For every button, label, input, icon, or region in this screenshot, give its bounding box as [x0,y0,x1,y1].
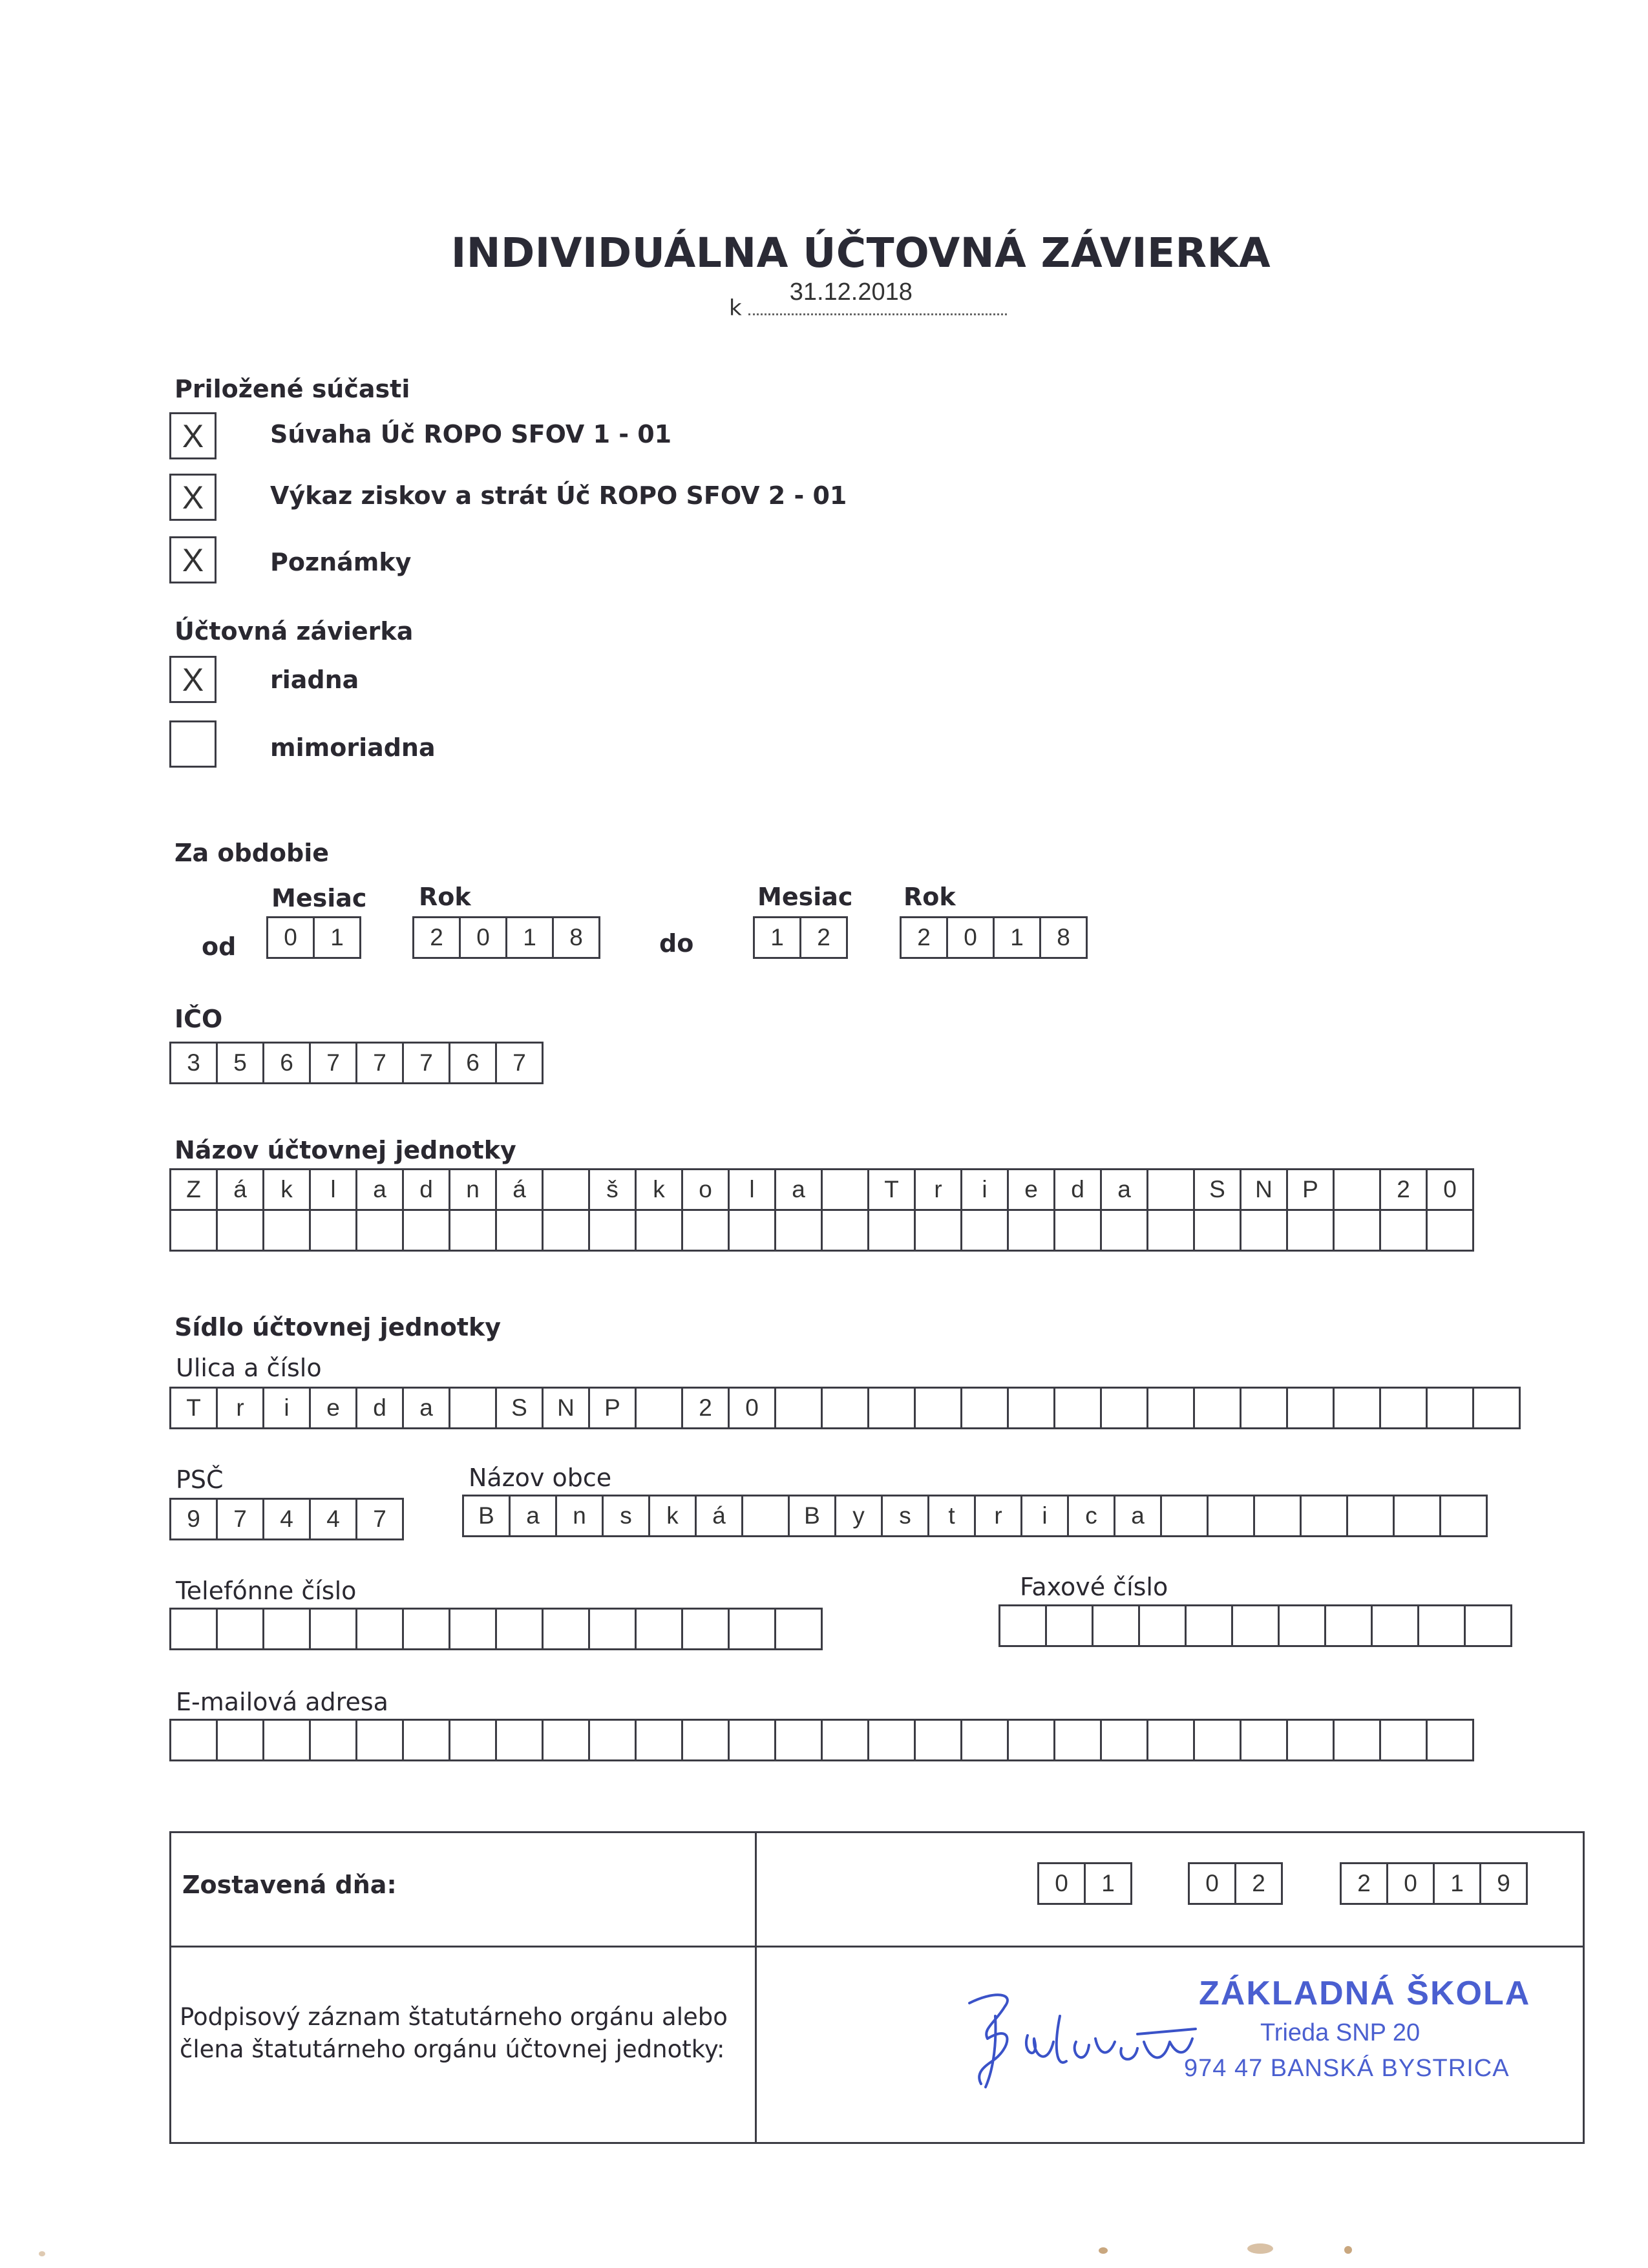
char-cell [1053,1387,1102,1429]
char-cell: r [914,1168,962,1211]
char-cell [821,1387,869,1429]
char-cell: a [355,1168,404,1211]
street-label: Ulica a číslo [176,1354,322,1382]
char-cell [588,1209,637,1252]
char-cell: N [542,1387,590,1429]
char-cell: d [402,1168,450,1211]
char-cell [1146,1168,1195,1211]
char-cell: s [881,1495,929,1537]
digit-cell: 2 [1340,1862,1388,1905]
digit-cell: 2 [900,916,948,959]
checkbox-ordinary[interactable] [169,656,217,703]
char-cell [542,1608,590,1650]
char-cell [1138,1604,1187,1647]
ico-label: IČO [174,1005,223,1033]
char-cell [402,1209,450,1252]
from-year-label: Rok [419,883,471,911]
char-cell: 6 [449,1042,497,1084]
char-cell: 7 [355,1042,404,1084]
char-cell: y [834,1495,883,1537]
email-field[interactable] [169,1719,1474,1761]
char-cell [774,1608,823,1650]
char-cell [867,1387,916,1429]
closing-date: 31.12.2018 [789,278,913,306]
char-cell [1045,1604,1093,1647]
char-cell: s [602,1495,650,1537]
char-cell: 7 [309,1042,357,1084]
char-cell: 7 [355,1498,404,1540]
char-cell: i [960,1168,1009,1211]
signature-label-line-1: Podpisový záznam štatutárneho orgánu alebo [180,2003,728,2031]
to-year-label: Rok [903,883,956,911]
char-cell: n [449,1168,497,1211]
char-cell [867,1209,916,1252]
char-cell [1439,1495,1488,1537]
char-cell [449,1608,497,1650]
char-cell [1160,1495,1209,1537]
email-label: E-mailová adresa [176,1688,388,1716]
char-cell [355,1209,404,1252]
char-cell: n [555,1495,604,1537]
entity-name-field[interactable] [169,1168,1474,1252]
digit-cell: 0 [1037,1862,1086,1905]
char-cell [588,1608,637,1650]
profit-loss-label: Výkaz ziskov a strát Úč ROPO SFOV 2 - 01 [270,481,847,510]
address-heading: Sídlo účtovnej jednotky [174,1313,502,1341]
char-cell [1185,1604,1233,1647]
char-cell: l [728,1168,776,1211]
digit-cell: 2 [1234,1862,1283,1905]
char-cell [1100,1387,1148,1429]
char-cell [309,1608,357,1650]
char-cell [1240,1387,1288,1429]
date-dotted-field [748,278,1007,315]
char-cell: 7 [216,1498,264,1540]
char-cell [309,1719,357,1761]
char-cell [495,1719,544,1761]
char-cell [960,1387,1009,1429]
char-cell [1333,1168,1381,1211]
char-cell [1300,1495,1348,1537]
char-cell: T [867,1168,916,1211]
char-cell: Z [169,1168,218,1211]
char-cell [495,1608,544,1650]
digit-cell: 0 [459,916,507,959]
char-cell [1193,1387,1241,1429]
char-cell [1379,1719,1428,1761]
char-cell [1286,1387,1335,1429]
char-cell [1426,1387,1474,1429]
char-cell [355,1719,404,1761]
char-cell [728,1608,776,1650]
char-cell: P [588,1387,637,1429]
to-month-label: Mesiac [757,883,853,911]
char-cell [542,1168,590,1211]
char-cell [1193,1209,1241,1252]
checkbox-mark: X [182,541,204,578]
char-cell: á [695,1495,743,1537]
char-cell: S [495,1387,544,1429]
entity-name-row-2 [169,1209,1474,1252]
compiled-date-label: Zostavená dňa: [182,1871,397,1899]
char-cell: i [1020,1495,1069,1537]
char-cell [1379,1209,1428,1252]
char-cell: á [495,1168,544,1211]
scan-speck [39,2251,45,2256]
char-cell [774,1387,823,1429]
digit-cell: 0 [1386,1862,1435,1905]
from-month-label: Mesiac [271,884,367,912]
char-cell [914,1387,962,1429]
char-cell: N [1240,1168,1288,1211]
checkbox-balance-sheet[interactable] [169,412,217,459]
char-cell [449,1719,497,1761]
char-cell: e [309,1387,357,1429]
char-cell: 4 [309,1498,357,1540]
char-cell [1240,1719,1288,1761]
char-cell: d [355,1387,404,1429]
closing-type-heading: Účtovná závierka [174,617,414,646]
char-cell: 3 [169,1042,218,1084]
char-cell [1333,1209,1381,1252]
char-cell: r [216,1387,264,1429]
char-cell: k [262,1168,311,1211]
char-cell [635,1719,683,1761]
char-cell: 5 [216,1042,264,1084]
char-cell [1472,1387,1521,1429]
fax-field[interactable] [998,1604,1512,1647]
psc-field[interactable] [169,1498,404,1540]
digit-cell: 1 [505,916,554,959]
digit-cell: 0 [1188,1862,1236,1905]
char-cell [1324,1604,1373,1647]
signature-image [956,1977,1215,2094]
scan-speck [1099,2247,1108,2254]
char-cell [216,1209,264,1252]
char-cell [216,1608,264,1650]
digit-cell: 8 [1039,916,1088,959]
footer-divider-horizontal [169,1946,1585,1948]
char-cell: r [974,1495,1022,1537]
digit-cell: 1 [313,916,361,959]
char-cell [1193,1719,1241,1761]
char-cell: B [462,1495,511,1537]
char-cell [1426,1209,1474,1252]
char-cell [402,1608,450,1650]
char-cell [1100,1719,1148,1761]
char-cell [402,1719,450,1761]
char-cell [867,1719,916,1761]
entity-name-label: Názov účtovnej jednotky [174,1136,516,1164]
char-cell: k [635,1168,683,1211]
char-cell [1053,1209,1102,1252]
checkbox-mark: X [182,479,204,516]
balance-sheet-label: Súvaha Úč ROPO SFOV 1 - 01 [270,420,672,448]
city-field[interactable] [462,1495,1488,1537]
char-cell: t [927,1495,976,1537]
char-cell [1278,1604,1326,1647]
char-cell [1007,1209,1055,1252]
char-cell [1007,1719,1055,1761]
stamp-line-3: 974 47 BANSKÁ BYSTRICA [1184,2055,1510,2082]
notes-label: Poznámky [270,548,412,576]
char-cell [1464,1604,1512,1647]
char-cell [1417,1604,1466,1647]
scan-speck [1344,2246,1352,2254]
char-cell: e [1007,1168,1055,1211]
char-cell [1007,1387,1055,1429]
char-cell [1286,1209,1335,1252]
fax-label: Faxové číslo [1020,1573,1168,1601]
attachments-heading: Priložené súčasti [174,375,410,403]
char-cell [1053,1719,1102,1761]
digit-cell: 2 [799,916,848,959]
char-cell: 7 [495,1042,544,1084]
ico-field[interactable] [169,1042,544,1084]
checkbox-mark: X [182,417,204,454]
char-cell: k [648,1495,697,1537]
checkbox-mark: X [182,661,204,698]
char-cell [914,1209,962,1252]
char-cell: T [169,1387,218,1429]
char-cell: o [681,1168,730,1211]
char-cell: l [309,1168,357,1211]
date-line [729,278,1007,321]
char-cell [262,1719,311,1761]
to-month-field[interactable] [753,916,848,959]
compiled-day-field[interactable] [1037,1862,1132,1905]
psc-label: PSČ [176,1465,224,1494]
char-cell [1426,1719,1474,1761]
char-cell [998,1604,1047,1647]
char-cell [914,1719,962,1761]
char-cell [588,1719,637,1761]
char-cell: B [788,1495,836,1537]
ordinary-label: riadna [270,666,359,694]
char-cell [1146,1209,1195,1252]
char-cell: a [1100,1168,1148,1211]
char-cell [681,1608,730,1650]
digit-cell: 0 [946,916,995,959]
entity-name-row-1 [169,1168,1474,1211]
char-cell [1240,1209,1288,1252]
char-cell: 9 [169,1498,218,1540]
char-cell [774,1719,823,1761]
footer-divider-vertical [755,1831,757,2144]
char-cell: 2 [681,1387,730,1429]
char-cell: P [1286,1168,1335,1211]
digit-cell: 2 [412,916,461,959]
char-cell [355,1608,404,1650]
char-cell [262,1209,311,1252]
char-cell [1100,1209,1148,1252]
char-cell [216,1719,264,1761]
char-cell: a [1114,1495,1162,1537]
char-cell [1346,1495,1395,1537]
char-cell [1146,1719,1195,1761]
checkbox-profit-loss[interactable] [169,474,217,521]
char-cell [681,1719,730,1761]
char-cell [1379,1387,1428,1429]
char-cell [1231,1604,1280,1647]
char-cell [821,1719,869,1761]
char-cell [1371,1604,1419,1647]
char-cell [1333,1387,1381,1429]
char-cell [635,1209,683,1252]
char-cell [821,1168,869,1211]
checkbox-notes[interactable] [169,536,217,583]
char-cell [1333,1719,1381,1761]
char-cell [728,1719,776,1761]
digit-cell: 1 [1084,1862,1132,1905]
char-cell [169,1209,218,1252]
char-cell [741,1495,790,1537]
date-prefix: k [729,295,742,321]
char-cell [728,1209,776,1252]
stamp-line-1: ZÁKLADNÁ ŠKOLA [1199,1975,1531,2012]
digit-cell: 1 [1433,1862,1481,1905]
char-cell: a [509,1495,557,1537]
char-cell [821,1209,869,1252]
char-cell [1207,1495,1255,1537]
checkbox-extraordinary[interactable] [169,720,217,768]
compiled-year-field[interactable] [1340,1862,1528,1905]
char-cell [449,1209,497,1252]
char-cell: S [1193,1168,1241,1211]
from-month-field[interactable] [266,916,361,959]
char-cell [1393,1495,1441,1537]
char-cell [1286,1719,1335,1761]
phone-field[interactable] [169,1608,823,1650]
char-cell: 6 [262,1042,311,1084]
digit-cell: 1 [753,916,801,959]
digit-cell: 9 [1479,1862,1528,1905]
char-cell [169,1608,218,1650]
char-cell [1092,1604,1140,1647]
char-cell [1146,1387,1195,1429]
char-cell: d [1053,1168,1102,1211]
scan-speck [1247,2243,1273,2254]
char-cell [635,1387,683,1429]
city-label: Názov obce [469,1464,612,1492]
to-year-field[interactable] [900,916,1088,959]
char-cell: 2 [1379,1168,1428,1211]
period-heading: Za obdobie [174,839,330,867]
char-cell: 0 [1426,1168,1474,1211]
char-cell [774,1209,823,1252]
char-cell: á [216,1168,264,1211]
stamp-line-2: Trieda SNP 20 [1260,2019,1421,2046]
char-cell [309,1209,357,1252]
char-cell [542,1209,590,1252]
char-cell: c [1067,1495,1115,1537]
char-cell [1253,1495,1302,1537]
from-year-field[interactable] [412,916,600,959]
char-cell [681,1209,730,1252]
from-label: od [202,932,237,961]
phone-label: Telefónne číslo [176,1577,357,1605]
digit-cell: 1 [993,916,1041,959]
digit-cell: 0 [266,916,315,959]
char-cell: a [774,1168,823,1211]
signature-label-line-2: člena štatutárneho orgánu účtovnej jednotky: [180,2035,725,2063]
char-cell [495,1209,544,1252]
char-cell [960,1719,1009,1761]
char-cell [542,1719,590,1761]
char-cell: 4 [262,1498,311,1540]
extraordinary-label: mimoriadna [270,733,436,762]
char-cell: i [262,1387,311,1429]
char-cell [960,1209,1009,1252]
char-cell: 0 [728,1387,776,1429]
char-cell [449,1387,497,1429]
page-title: INDIVIDUÁLNA ÚČTOVNÁ ZÁVIERKA [450,229,1271,277]
char-cell: š [588,1168,637,1211]
char-cell [169,1719,218,1761]
to-label: do [659,929,694,958]
digit-cell: 8 [552,916,600,959]
char-cell: 7 [402,1042,450,1084]
char-cell: a [402,1387,450,1429]
char-cell [635,1608,683,1650]
char-cell [262,1608,311,1650]
compiled-month-field[interactable] [1188,1862,1283,1905]
street-field[interactable] [169,1387,1521,1429]
